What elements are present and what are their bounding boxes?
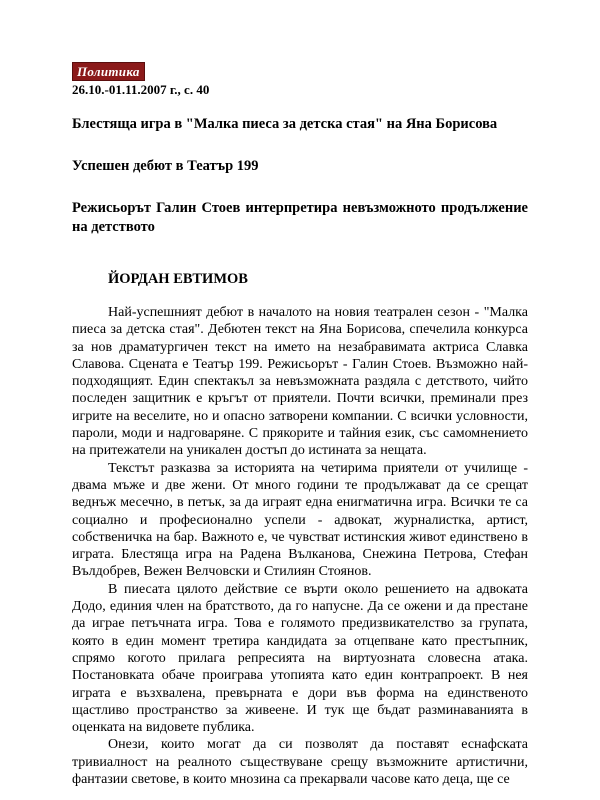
newspaper-logo: Политика bbox=[72, 62, 145, 81]
headline-main: Блестяща игра в "Малка пиеса за детска стая" на Яна Борисова bbox=[72, 116, 498, 132]
paragraph: Онези, които могат да си позволят да поставят еснафската тривиалност на реалното съществуване срещу възможните артистични, фантазии светове, в които мнозина са прекарвали часове като деца, ще се bbox=[72, 737, 528, 788]
article-page bbox=[72, 62, 528, 788]
article-body bbox=[72, 304, 528, 788]
author-name: ЙОРДАН ЕВТИМОВ bbox=[108, 271, 248, 287]
paragraph: Текстът разказва за историята на четирима приятели от училище - двама мъже и две жени. От много години те продължават да се срещат веднъж месечно, в петък, за да играят една енигматична игра. Всички те са социално и професионално успели - адвокат, журналистка, артист, собственичка на бар. Важното е, че чувстват истинския живот единствено в играта. Блестяща игра на Радена Вълканова, Снежина Петрова, Стефан Вълдобрев, Вежен Велчовски и Стилиян Стоянов. bbox=[72, 460, 528, 580]
headline-sub: Успешен дебют в Театър 199 bbox=[72, 158, 259, 174]
headline-lead: Режисьорът Галин Стоев интерпретира невъзможното продължение на детството bbox=[72, 200, 528, 235]
paragraph: В пиесата цялото действие се върти около решението на адвоката Додо, единия член на братството, да го напусне. Да се ожени и да престане да играе петъчната игра. Това е голямото предизвикателство за групата, която в един момент третира кандидата за отцепване като престъпник, спрямо когото прилага репресията на виртуозната словесна атака. Постановката обаче проиграва утопията като един контрапроект. В нея играта е възхвалена, превърната е дори във форма на единственото щастливо пространство за живеене. И тук ще бъдат разминаванията в оценката на видовете публика. bbox=[72, 581, 528, 736]
paragraph: Най-успешният дебют в началото на новия театрален сезон - "Малка пиеса за детска стая". Дебютен текст на Яна Борисова, спечелила конкурса за нов драматургичен текст на името на незабравимата актриса Славка Славова. Сцената е Театър 199. Режисьорът - Галин Стоев. Възможно най-подходящият. Един спектакъл за невъзможната раздяла с детството, чийто последен защитник е кръгът от приятели. Почти всички, преминали през игрите на веселите, но и опасно затворени компании. С всички условности, пароли, моди и надговаряне. С прякорите и тайния език, със самомнението на притежатели на уникален достъп до истината за нещата. bbox=[72, 305, 528, 459]
publication-date: 26.10.-01.11.2007 г., с. 40 bbox=[72, 82, 210, 97]
